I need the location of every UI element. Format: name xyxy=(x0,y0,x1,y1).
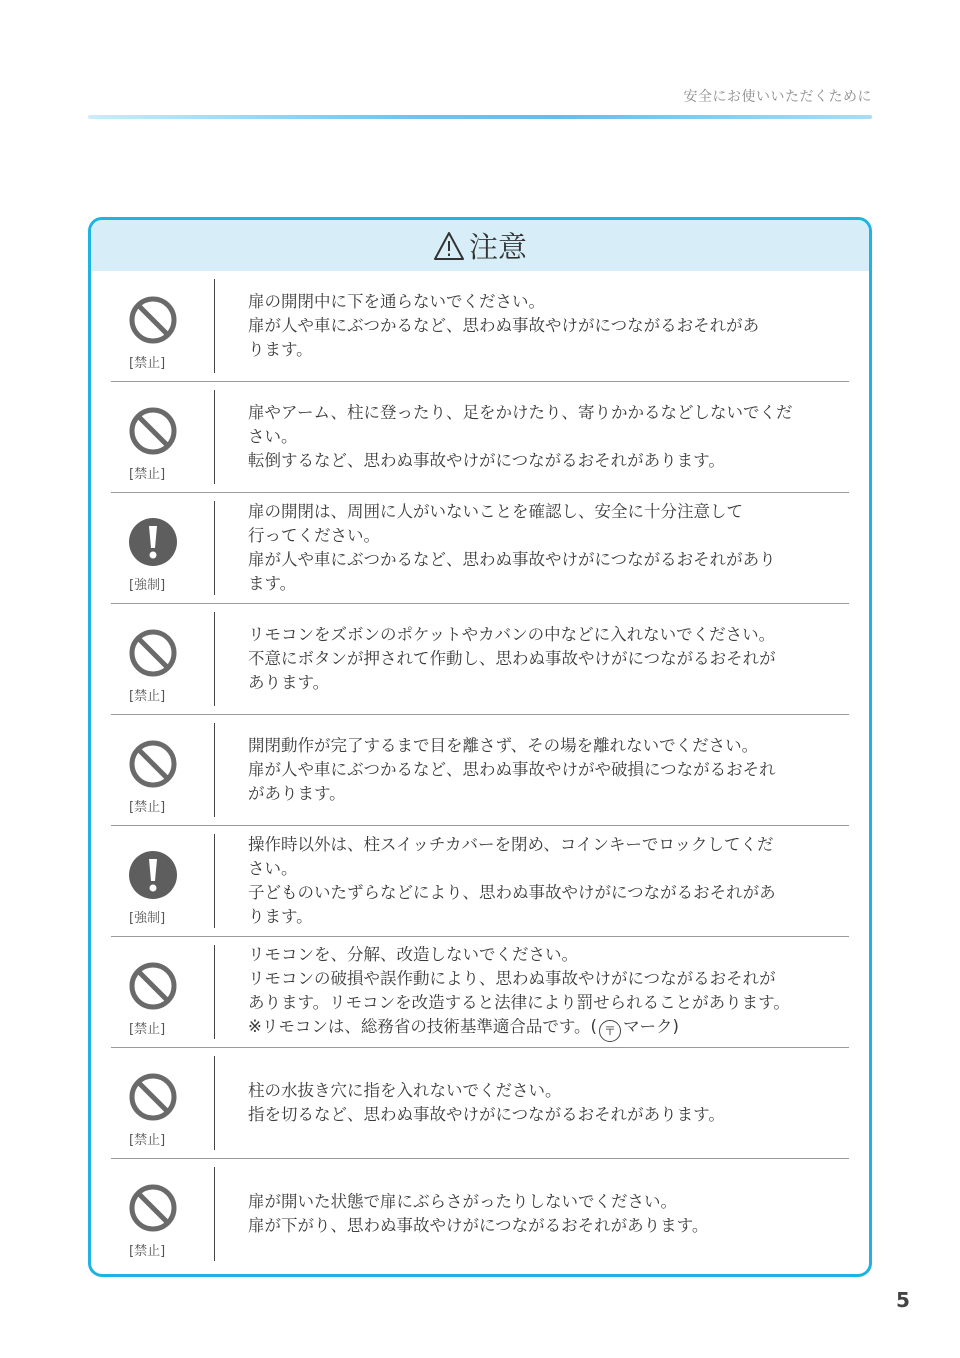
text-line: ります。 xyxy=(248,340,313,359)
caution-text xyxy=(248,1048,849,1158)
text-line: 扉の開閉は、周囲に人がいないことを確認し、安全に十分注意して xyxy=(248,502,743,521)
text-line: 扉が下がり、思わぬ事故やけがにつながるおそれがあります。 xyxy=(248,1216,709,1235)
icon-column xyxy=(111,493,214,603)
note-text: ※リモコンは、総務省の技術基準適合品です。( xyxy=(248,1016,597,1036)
text-line: 扉が人や車にぶつかるなど、思わぬ事故やけがにつながるおそれがあ xyxy=(248,316,760,335)
caution-text xyxy=(248,715,849,825)
icon-column xyxy=(111,826,214,936)
divider xyxy=(214,945,215,1039)
text-line: 不意にボタンが押されて作動し、思わぬ事故やけがにつながるおそれが xyxy=(248,649,776,668)
icon-label: [禁止] xyxy=(129,800,166,815)
icon-label: [禁止] xyxy=(129,467,166,482)
icon-column xyxy=(111,1048,214,1158)
icon-label: [禁止] xyxy=(129,356,166,371)
text-line: さい。 xyxy=(248,859,298,878)
icon-label: [禁止] xyxy=(129,689,166,704)
text-line: 行ってください。 xyxy=(248,526,380,545)
text-line: リモコンをズボンのポケットやカバンの中などに入れないでください。 xyxy=(248,625,776,644)
prohibition-icon xyxy=(128,628,178,678)
caution-text xyxy=(248,271,849,381)
text-line: ます。 xyxy=(248,574,297,593)
text-line: 扉が人や車にぶつかるなど、思わぬ事故やけがにつながるおそれがあり xyxy=(248,550,776,569)
icon-column xyxy=(111,271,214,381)
text-line: あります。リモコンを改造すると法律により罰せられることがあります。 xyxy=(248,992,790,1012)
icon-label: [強制] xyxy=(129,911,166,926)
caution-item xyxy=(111,1159,849,1269)
divider xyxy=(214,279,215,373)
divider xyxy=(214,501,215,595)
prohibition-icon xyxy=(128,1183,178,1233)
note-suffix: マーク) xyxy=(622,1016,679,1036)
text-line: 転倒するなど、思わぬ事故やけがにつながるおそれがあります。 xyxy=(248,451,725,470)
icon-label: [禁止] xyxy=(129,1133,166,1148)
divider xyxy=(214,723,215,817)
mandatory-action-icon xyxy=(128,517,178,567)
icon-column xyxy=(111,715,214,825)
caution-item xyxy=(111,1048,849,1159)
caution-item xyxy=(111,271,849,382)
text-line: 扉やアーム、柱に登ったり、足をかけたり、寄りかかるなどしないでくだ xyxy=(248,403,793,422)
prohibition-icon xyxy=(128,961,178,1011)
text-line: あります。 xyxy=(248,673,330,692)
text-line: 開閉動作が完了するまで目を離さず、その場を離れないでください。 xyxy=(248,736,759,755)
icon-column xyxy=(111,937,214,1047)
caution-item xyxy=(111,826,849,937)
text-line: さい。 xyxy=(248,427,298,446)
certification-mark-icon: 〒 xyxy=(599,1020,621,1042)
icon-label: [強制] xyxy=(129,578,166,593)
divider xyxy=(214,1056,215,1150)
text-line: があります。 xyxy=(248,784,346,803)
running-head: 安全にお使いいただくために xyxy=(683,89,872,105)
caution-item xyxy=(111,715,849,826)
panel-title: 注意 xyxy=(468,230,527,264)
divider xyxy=(214,390,215,484)
caution-item xyxy=(111,604,849,715)
prohibition-icon xyxy=(128,406,178,456)
icon-column xyxy=(111,604,214,714)
panel-header xyxy=(91,220,869,271)
divider xyxy=(214,834,215,928)
header-rule xyxy=(88,115,872,119)
caution-text xyxy=(248,604,849,714)
caution-text xyxy=(248,493,849,603)
caution-item xyxy=(111,382,849,493)
text-line: 柱の水抜き穴に指を入れないでください。 xyxy=(248,1081,562,1100)
divider xyxy=(214,1167,215,1261)
text-line: リモコンの破損や誤作動により、思わぬ事故やけがにつながるおそれが xyxy=(248,968,776,988)
text-line: 扉が人や車にぶつかるなど、思わぬ事故やけがや破損につながるおそれ xyxy=(248,760,776,779)
caution-item xyxy=(111,493,849,604)
divider xyxy=(214,612,215,706)
icon-column xyxy=(111,382,214,492)
note-line xyxy=(248,1015,849,1042)
caution-text xyxy=(248,826,849,936)
text-line: 指を切るなど、思わぬ事故やけがにつながるおそれがあります。 xyxy=(248,1105,725,1124)
icon-label: [禁止] xyxy=(129,1022,166,1037)
text-line: 子どものいたずらなどにより、思わぬ事故やけがにつながるおそれがあ xyxy=(248,883,776,902)
prohibition-icon xyxy=(128,1072,178,1122)
caution-text xyxy=(248,937,849,1047)
caution-list xyxy=(91,271,869,1269)
text-line: リモコンを、分解、改造しないでください。 xyxy=(248,944,578,964)
text-line: 扉が開いた状態で扉にぶらさがったりしないでください。 xyxy=(248,1192,677,1211)
icon-label: [禁止] xyxy=(129,1244,166,1259)
caution-text xyxy=(248,1159,849,1269)
prohibition-icon xyxy=(128,739,178,789)
warning-triangle-icon xyxy=(433,231,465,261)
caution-item xyxy=(111,937,849,1048)
text-line: ります。 xyxy=(248,907,313,926)
page-number: 5 xyxy=(896,1288,910,1312)
caution-text xyxy=(248,382,849,492)
mandatory-action-icon xyxy=(128,850,178,900)
icon-column xyxy=(111,1159,214,1269)
caution-panel xyxy=(88,217,872,1277)
prohibition-icon xyxy=(128,295,178,345)
text-line: 操作時以外は、柱スイッチカバーを閉め、コインキーでロックしてくだ xyxy=(248,835,774,854)
text-line: 扉の開閉中に下を通らないでください。 xyxy=(248,292,545,311)
